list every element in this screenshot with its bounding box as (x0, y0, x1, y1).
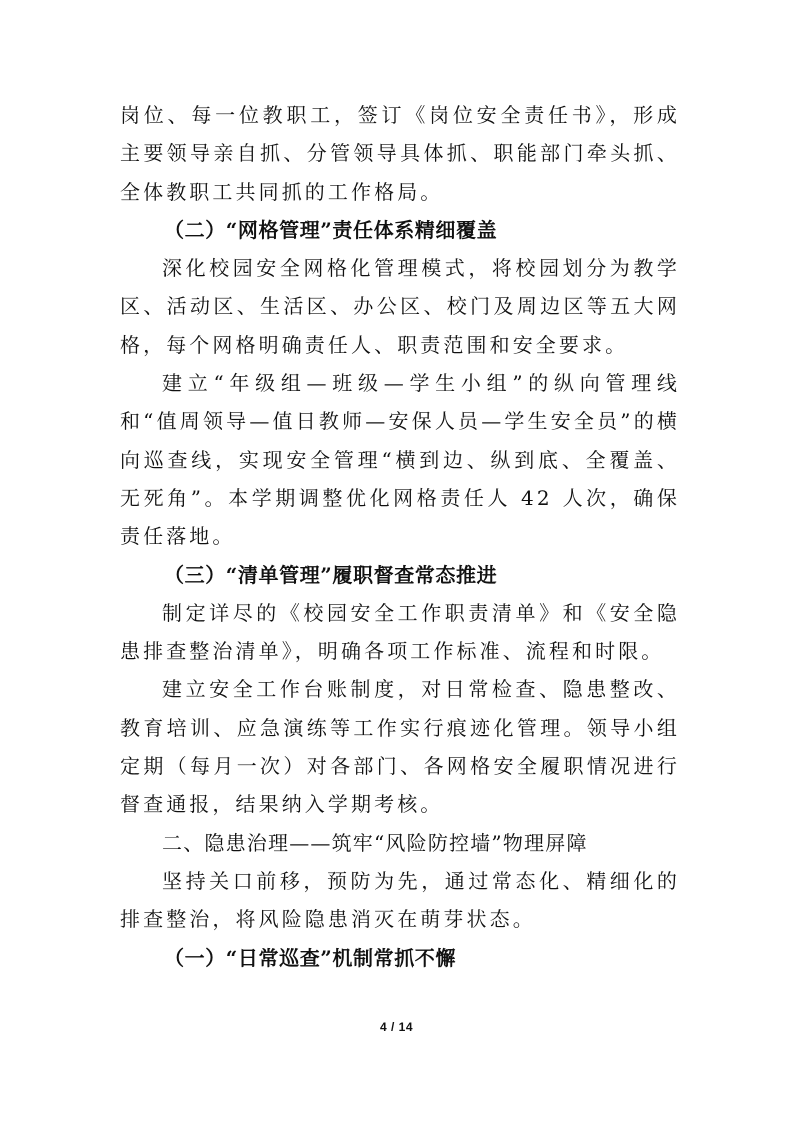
paragraph-ledger-system: 建立安全工作台账制度，对日常检查、隐患整改、教育培训、应急演练等工作实行痕迹化管理。领导小组定期（每月一次）对各部门、各网格安全履职情况进行督查通报，结果纳入学期考核。 (120, 677, 680, 817)
paragraph-prevention-first: 坚持关口前移，预防为先，通过常态化、精细化的排查整治，将风险隐患消灭在萌芽状态。 (120, 868, 680, 932)
heading-daily-patrol: （一）“日常巡查”机制常抓不懈 (164, 945, 457, 970)
heading-checklist-management: （三）“清单管理”履职督查常态推进 (164, 562, 498, 587)
page-body (120, 96, 680, 977)
heading-grid-management: （二）“网格管理”责任体系精细覆盖 (164, 217, 498, 242)
paragraph-responsibility-pattern: 岗位、每一位教职工，签订《岗位安全责任书》，形成主要领导亲自抓、分管领导具体抓、职能部门牵头抓、全体教职工共同抓的工作格局。 (120, 103, 680, 204)
paragraph-checklists: 制定详尽的《校园安全工作职责清单》和《安全隐患排查整治清单》，明确各项工作标准、流程和时限。 (120, 600, 680, 664)
page-number: 4 / 14 (379, 1020, 414, 1034)
paragraph-patrol-lines: 建立“年级组—班级—学生小组”的纵向管理线和“值周领导—值日教师—安保人员—学生安全员”的横向巡查线，实现安全管理“横到边、纵到底、全覆盖、无死角”。本学期调整优化网格责任人 42 人次，确保责任落地。 (120, 371, 680, 549)
heading-hazard-control: 二、隐患治理——筑牢“风险防控墙”物理屏障 (162, 830, 588, 855)
paragraph-grid-zones: 深化校园安全网格化管理模式，将校园划分为教学区、活动区、生活区、办公区、校门及周边区等五大网格，每个网格明确责任人、职责范围和安全要求。 (120, 256, 680, 357)
